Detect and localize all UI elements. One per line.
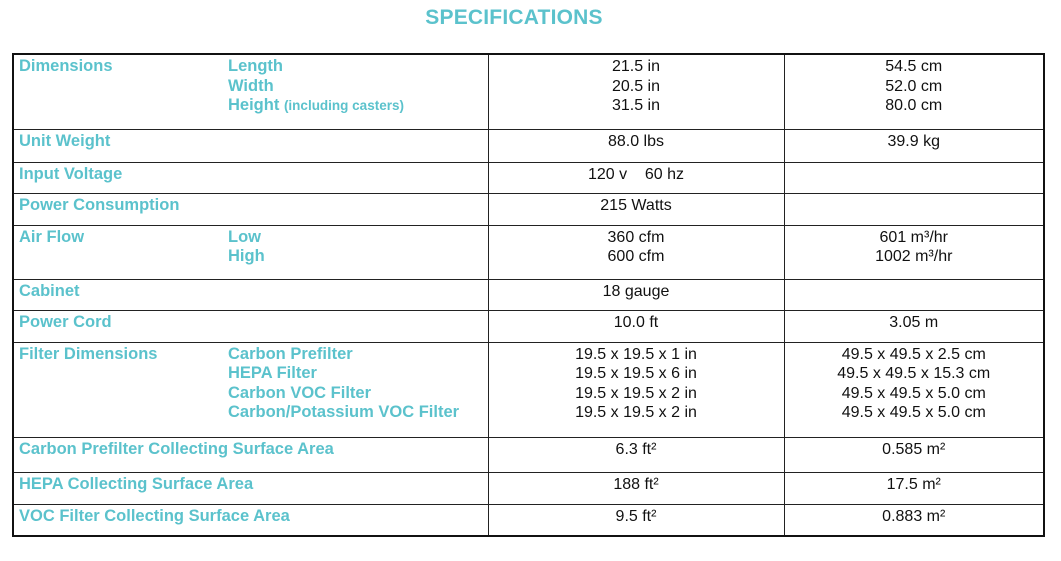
spec-value-line: 1002 m³/hr: [875, 248, 953, 265]
spec-label: Filter Dimensions: [13, 342, 220, 437]
spec-value-line: 21.5 in: [611, 58, 661, 75]
spec-label: Carbon Prefilter Collecting Surface Area: [13, 437, 488, 472]
spec-label: VOC Filter Collecting Surface Area: [13, 504, 488, 536]
spec-label: Power Consumption: [13, 193, 488, 225]
spec-value-us: [488, 472, 784, 504]
spec-value-line: 0.883 m²: [882, 507, 946, 525]
spec-sublabel: [228, 345, 482, 365]
spec-value-line: 20.5 in: [611, 77, 661, 95]
spec-row: [13, 472, 1044, 504]
spec-sublabels: [220, 342, 488, 437]
spec-value-line: 39.9 kg: [887, 132, 940, 150]
spec-value-line: 49.5 x 49.5 x 15.3 cm: [837, 365, 991, 382]
spec-value-us: [488, 437, 784, 472]
spec-sublabels: [220, 54, 488, 129]
spec-sublabel-text: Height: [228, 96, 280, 114]
spec-label: HEPA Collecting Surface Area: [13, 472, 488, 504]
spec-value-line: 10.0 ft: [613, 313, 659, 331]
spec-value-metric: [784, 162, 1044, 193]
spec-value-line: 19.5 x 19.5 x 2 in: [575, 404, 697, 421]
spec-sublabel: [228, 57, 482, 77]
spec-row: [13, 504, 1044, 536]
spec-value-metric: [784, 225, 1044, 279]
spec-label: Power Cord: [13, 310, 488, 342]
spec-value-metric: [784, 504, 1044, 536]
spec-value-line: 6.3 ft²: [615, 440, 657, 458]
spec-value-metric: [784, 54, 1044, 129]
spec-value-line: 19.5 x 19.5 x 6 in: [575, 365, 697, 382]
spec-sublabel: [228, 247, 482, 267]
spec-row: [13, 342, 1044, 437]
spec-sublabel-text: High: [228, 247, 265, 265]
spec-sublabel-text: Carbon Prefilter: [228, 344, 353, 363]
spec-value-line: 88.0 lbs: [607, 132, 665, 150]
spec-row: [13, 129, 1044, 162]
spec-label: Input Voltage: [13, 162, 488, 193]
specifications-table: [12, 53, 1045, 537]
spec-value-us: [488, 504, 784, 536]
spec-sublabel: [228, 384, 482, 404]
spec-value-line: 215 Watts: [600, 196, 672, 214]
spec-sublabel-note: (including casters): [283, 98, 404, 113]
spec-value-line: 49.5 x 49.5 x 5.0 cm: [841, 404, 986, 421]
spec-value-line: 188 ft²: [613, 475, 659, 493]
spec-value-us: [488, 310, 784, 342]
spec-value-line: 0.585 m²: [882, 440, 946, 458]
spec-row: [13, 437, 1044, 472]
spec-label: Air Flow: [13, 225, 220, 279]
spec-value-us: [488, 54, 784, 129]
spec-sublabel-text: Carbon/Potassium VOC Filter: [228, 403, 460, 421]
spec-sublabel: [228, 403, 482, 423]
spec-sublabel-text: Carbon VOC Filter: [228, 383, 372, 402]
spec-value-us: [488, 193, 784, 225]
spec-value-line: 17.5 m²: [886, 475, 941, 493]
spec-row: [13, 193, 1044, 225]
spec-label: Cabinet: [13, 279, 488, 310]
spec-value-line: 19.5 x 19.5 x 1 in: [575, 345, 697, 363]
spec-row: [13, 279, 1044, 310]
spec-value-line: 54.5 cm: [885, 58, 943, 75]
spec-value-us: [488, 279, 784, 310]
spec-value-us: [488, 162, 784, 193]
spec-value-line: 3.05 m: [889, 313, 939, 331]
spec-value-metric: [784, 129, 1044, 162]
spec-value-line: 52.0 cm: [885, 77, 943, 95]
spec-value-line: 19.5 x 19.5 x 2 in: [575, 384, 697, 402]
spec-value-metric: [784, 279, 1044, 310]
spec-value-us: [488, 342, 784, 437]
spec-value-line: 31.5 in: [611, 97, 661, 114]
spec-sublabel-text: HEPA Filter: [228, 364, 317, 382]
spec-sublabel-text: Length: [228, 57, 283, 75]
spec-label: Unit Weight: [13, 129, 488, 162]
spec-sublabel-text: Low: [228, 227, 261, 246]
spec-row: [13, 310, 1044, 342]
spec-sublabel: [228, 364, 482, 384]
spec-value-metric: [784, 310, 1044, 342]
spec-value-us: [488, 225, 784, 279]
spec-sublabel: [228, 228, 482, 248]
spec-value-line: 18 gauge: [602, 282, 670, 300]
spec-value-metric: [784, 342, 1044, 437]
spec-value-metric: [784, 437, 1044, 472]
spec-value-line: 49.5 x 49.5 x 5.0 cm: [841, 384, 986, 402]
spec-value-us: [488, 129, 784, 162]
page-title: SPECIFICATIONS: [425, 6, 603, 29]
spec-sublabel: [228, 77, 482, 97]
spec-value-line: 360 cfm: [607, 228, 665, 246]
spec-sublabel: [228, 96, 482, 116]
spec-value-line: 120 v 60 hz: [587, 165, 685, 183]
spec-row: [13, 54, 1044, 129]
spec-value-line: 49.5 x 49.5 x 2.5 cm: [841, 345, 986, 363]
spec-row: [13, 162, 1044, 193]
spec-value-line: 80.0 cm: [885, 97, 943, 114]
spec-value-metric: [784, 193, 1044, 225]
spec-row: [13, 225, 1044, 279]
spec-label: Dimensions: [13, 54, 220, 129]
spec-value-line: 601 m³/hr: [879, 228, 948, 246]
spec-value-metric: [784, 472, 1044, 504]
spec-value-line: 9.5 ft²: [615, 507, 657, 525]
spec-sublabels: [220, 225, 488, 279]
spec-value-line: 600 cfm: [607, 248, 665, 265]
spec-sublabel-text: Width: [228, 76, 274, 95]
